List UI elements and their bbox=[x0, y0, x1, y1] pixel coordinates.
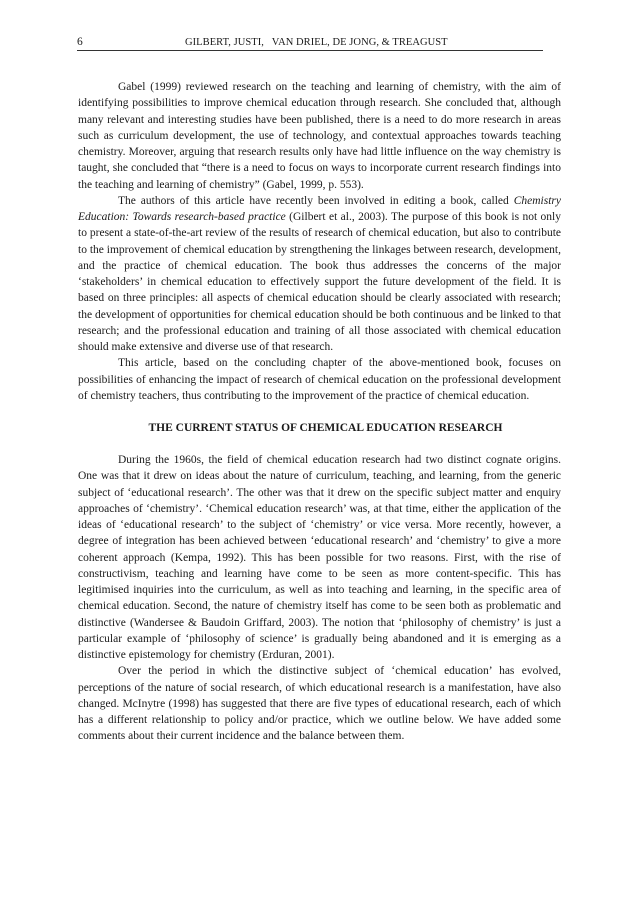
paragraph-text: The authors of this article have recently been involved in editing a book, called bbox=[118, 194, 514, 207]
paragraph-text: (Gilbert et al., 2003). The purpose of this book is not only to present a state-of-the-art review of the results of research of chemical education, but also to contribute to the improvement of chemical education by strengthening the linkages between research, development, and the practice of chemical education. The book thus addresses the concerns of the major ‘stakeholders’ in chemical education to effectively support the future development of the field. It is based on three principles: all aspects of chemical education should be clearly associated with research; the development of opportunities for chemical education should be both continuous and be linked to that research; and the professional education and training of all those associated with chemical education should make extensive and diverse use of that research. bbox=[78, 211, 561, 353]
page-number: 6 bbox=[77, 36, 83, 48]
book-title: Chemistry Education: Towards research-based practice bbox=[78, 194, 561, 223]
body-text bbox=[78, 79, 561, 745]
paragraph-origins: During the 1960s, the field of chemical education research had two distinct cognate origins. One was that it drew on ideas about the nature of curriculum, teaching, and learning, from the generic subject of ‘educational research’. The other was that it drew on the specific subject matter and enquiry approaches of ‘chemistry’. ‘Chemical education research’ was, at that time, either the application of the ideas of ‘educational research’ to the subject of ‘chemistry’ or vice versa. More recently, however, a degree of integration has been achieved between ‘educational research’ and ‘chemistry’ to give a more coherent approach (Kempa, 1992). This has been possible for two reasons. First, with the rise of constructivism, teaching and learning have come to be seen as more content-specific. This has legitimised inquiries into the curriculum, as well as into teaching and learning, in the specific area of chemical education. Second, the nature of chemistry itself has come to be seen both as problematic and distinctive (Wandersee & Baudoin Griffard, 2003). The notion that ‘philosophy of chemistry’ is just a particular example of ‘philosophy of science’ is gradually being abandoned and it is emerging as a distinctive epistemology for chemistry (Erduran, 2001). bbox=[78, 454, 561, 661]
paragraph-gabel-review: Gabel (1999) reviewed research on the teaching and learning of chemistry, with the aim of identifying possibilities to improve chemical education through research. She concluded that, although many relevant and interesting studies have been published, there is a need to do more research in areas such as curriculum development, the use of technology, and contextual approaches towards teaching chemistry. Moreover, arguing that research results only have had little influence on the way chemistry is taught, she concluded that “there is a need to focus on ways to incorporate current research findings into the teaching and learning of chemistry” (Gabel, 1999, p. 553). bbox=[78, 81, 561, 191]
paragraph-research-types: Over the period in which the distinctive subject of ‘chemical education’ has evolved, perceptions of the nature of social research, of which educational research is a manifestation, have also changed. McInytre (1998) has suggested that there are five types of educational research, each of which has a different relationship to policy and/or practice, which we outline below. We have added some comments about their current incidence and the balance between them. bbox=[78, 665, 561, 743]
section-heading: THE CURRENT STATUS OF CHEMICAL EDUCATION RESEARCH bbox=[148, 422, 503, 434]
running-header bbox=[77, 34, 543, 51]
paragraph-article-focus: This article, based on the concluding chapter of the above-mentioned book, focuses on possibilities of enhancing the impact of research of chemical education on the professional development of chemistry teachers, thus contributing to the improvement of the practice of chemical education. bbox=[78, 357, 561, 402]
header-authors: GILBERT, JUSTI, VAN DRIEL, DE JONG, & TREAGUST bbox=[185, 37, 448, 48]
paragraph-authors-book bbox=[78, 193, 561, 356]
